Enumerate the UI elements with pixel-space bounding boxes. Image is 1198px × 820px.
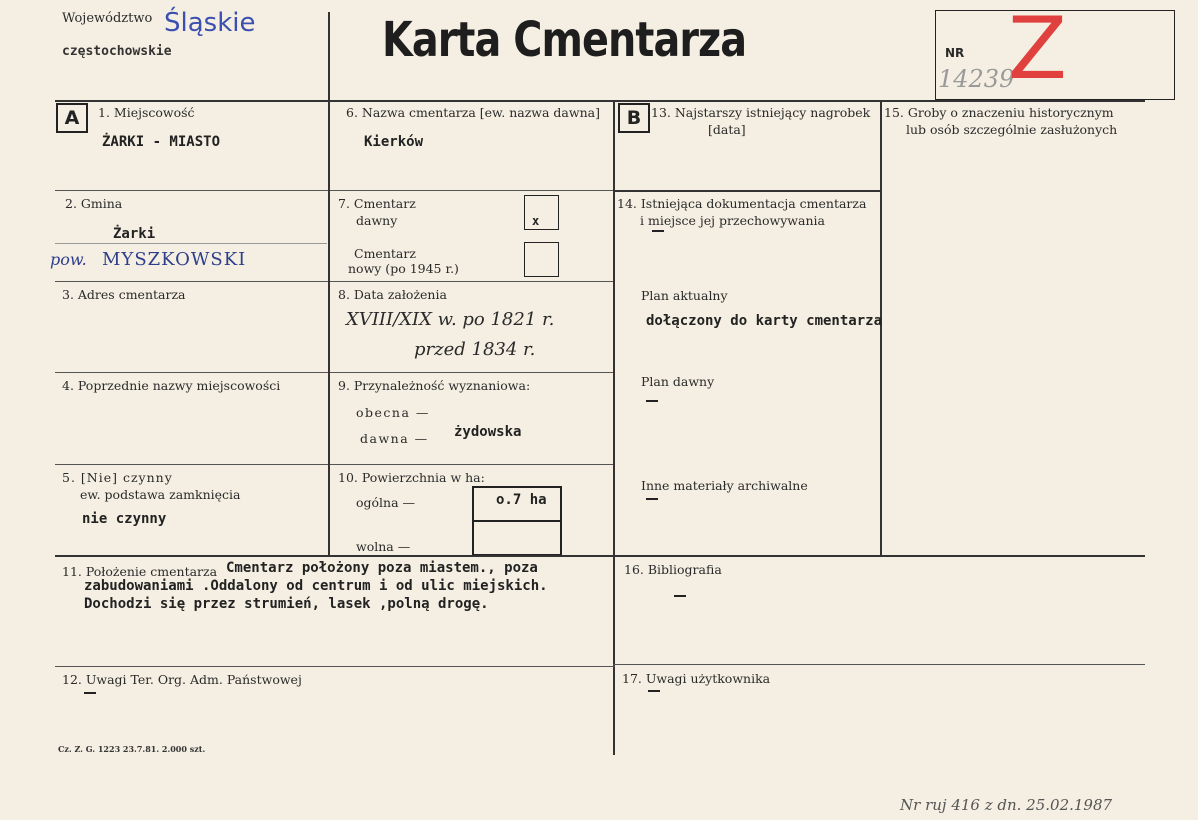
bottom-section-rule <box>55 555 1145 557</box>
powiat-prefix: pow. <box>50 250 87 269</box>
field-15-label: 15. Groby o znaczeniu historycznym <box>884 105 1114 120</box>
field-17-label: 17. Uwagi użytkownika <box>622 671 771 686</box>
section-a-label: A <box>56 103 88 133</box>
field-7-new-sub: nowy (po 1945 r.) <box>348 261 459 276</box>
rule-4 <box>55 464 615 465</box>
field-10-free-label: wolna — <box>356 539 411 554</box>
field-13-sub: [data] <box>708 122 746 137</box>
nr-label: NR <box>945 46 965 60</box>
old-cemetery-mark: x <box>532 214 540 228</box>
plan-old-dash <box>646 400 658 402</box>
field-11-line-1: Cmentarz położony poza miastem., poza <box>226 560 538 576</box>
field-5-label: 5. [Nie] czynny <box>62 470 173 485</box>
field-1-value: ŻARKI - MIASTO <box>102 134 221 150</box>
region-value: częstochowskie <box>62 44 172 59</box>
founding-date-line-2: przed 1834 r. <box>414 339 536 360</box>
field-5-value: nie czynny <box>82 511 167 527</box>
free-area-box <box>472 520 562 556</box>
nr-number: 14239 <box>938 65 1015 93</box>
plan-current-value: dołączony do karty cmentarza <box>646 313 883 329</box>
voivodeship-label: Województwo <box>62 11 153 26</box>
field-11-label: 11. Położenie cmentarza <box>62 564 218 579</box>
field-16-label: 16. Bibliografia <box>624 562 722 577</box>
field-6-label: 6. Nazwa cmentarza [ew. nazwa dawna] <box>346 105 600 120</box>
plan-current-label: Plan aktualny <box>641 288 728 303</box>
section-b-label: B <box>618 103 650 133</box>
nr-letter: Z <box>1008 0 1067 99</box>
field-17-dash <box>648 690 660 692</box>
field-13-label: 13. Najstarszy istniejący nagrobek <box>651 105 871 120</box>
field-8-label: 8. Data założenia <box>338 287 447 302</box>
handwritten-note: Nr ruj 416 z dn. 25.02.1987 <box>900 796 1113 814</box>
field-12-dash <box>84 692 96 694</box>
col-divider-1 <box>328 100 330 555</box>
field-10-total-label: ogólna — <box>356 495 416 510</box>
field-4-label: 4. Poprzednie nazwy miejscowości <box>62 378 281 393</box>
field-7-label: 7. Cmentarz <box>338 196 416 211</box>
field-9-former-value: żydowska <box>454 424 522 440</box>
plan-old-label: Plan dawny <box>641 374 715 389</box>
field-6-value: Kierków <box>364 134 424 150</box>
rule-16 <box>613 664 1145 665</box>
voivodeship-value: Śląskie <box>164 8 256 38</box>
rule-b1 <box>613 190 881 192</box>
field-7-old-label: dawny <box>356 213 398 228</box>
field-5-sub: ew. podstawa zamknięcia <box>80 487 241 502</box>
field-14-sub: i miejsce jej przechowywania <box>640 213 825 228</box>
rule-1 <box>55 190 615 191</box>
field-1-label: 1. Miejscowość <box>98 105 195 120</box>
field-12-label: 12. Uwagi Ter. Org. Adm. Państwowej <box>62 672 302 687</box>
gmina-rule <box>55 243 327 244</box>
header-divider-left <box>328 12 330 102</box>
field-14-dash <box>652 230 664 232</box>
rule-2 <box>55 281 615 282</box>
field-9-current: obecna — <box>356 405 430 420</box>
field-11-line-2: zabudowaniami .Oddalony od centrum i od ulic miejskich. <box>84 578 548 594</box>
field-9-former: dawna — <box>360 431 429 446</box>
field-3-label: 3. Adres cmentarza <box>62 287 186 302</box>
field-2-value: Żarki <box>113 226 156 242</box>
field-9-label: 9. Przynależność wyznaniowa: <box>338 378 531 393</box>
founding-date-line-1: XVIII/XIX w. po 1821 r. <box>346 309 555 330</box>
field-14-label: 14. Istniejąca dokumentacja cmentarza <box>617 196 867 211</box>
field-16-dash <box>674 595 686 597</box>
field-15-sub: lub osób szczególnie zasłużonych <box>906 122 1118 137</box>
print-info: Cz. Z. G. 1223 23.7.81. 2.000 szt. <box>58 744 206 754</box>
old-cemetery-checkbox <box>524 195 559 230</box>
card-title: Karta Cmentarza <box>382 12 747 68</box>
rule-3 <box>55 372 615 373</box>
rule-11 <box>55 666 615 667</box>
powiat-value: MYSZKOWSKI <box>102 249 247 270</box>
field-2-label: 2. Gmina <box>65 196 123 211</box>
field-7-new-label: Cmentarz <box>354 246 416 261</box>
new-cemetery-checkbox <box>524 242 559 277</box>
field-10-label: 10. Powierzchnia w ha: <box>338 470 485 485</box>
other-materials-dash <box>646 498 658 500</box>
other-materials-label: Inne materiały archiwalne <box>641 478 808 493</box>
field-11-line-3: Dochodzi się przez strumień, lasek ,polną drogę. <box>84 596 489 612</box>
col-divider-2 <box>613 100 615 755</box>
field-10-total-value: o.7 ha <box>496 492 547 508</box>
main-top-rule <box>55 100 1145 102</box>
